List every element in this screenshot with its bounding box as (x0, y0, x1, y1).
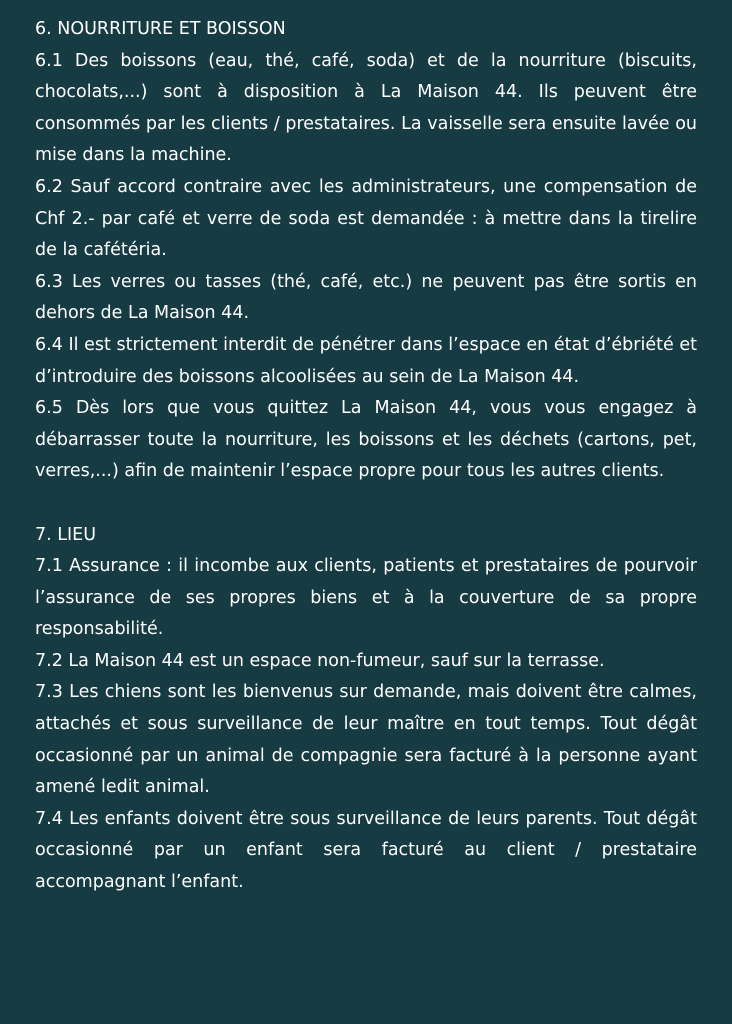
paragraph-7-2: 7.2 La Maison 44 est un espace non-fumeur, sauf sur la terrasse. (35, 650, 605, 671)
section-spacer (35, 488, 697, 520)
paragraph-6-4: 6.4 Il est strictement interdit de pénétrer dans l’espace en état d’ébriété et d’introduire des boissons alcoolisées au sein de La Maison 44. (35, 334, 697, 387)
paragraph-6-1: 6.1 Des boissons (eau, thé, café, soda) et de la nourriture (biscuits, chocolats,...) sont à disposition à La Maison 44. Ils peuvent être consommés par les clients / prestataires. La vaisselle sera ensuite lavée ou mise dans la machine. (35, 50, 697, 166)
paragraph-6-5: 6.5 Dès lors que vous quittez La Maison 44, vous vous engagez à débarrasser toute la nourriture, les boissons et les déchets (cartons, pet, verres,...) afin de maintenir l’espace propre pour tous les autres clients. (35, 398, 697, 482)
section-title: 7. LIEU (35, 524, 97, 545)
paragraph-7-3: 7.3 Les chiens sont les bienvenus sur demande, mais doivent être calmes, attachés et sous surveillance de leur maître en tout temps. Tout dégât occasionné par un animal de compagnie sera facturé à la personne ayant amené ledit animal. (35, 682, 697, 798)
paragraph-6-3: 6.3 Les verres ou tasses (thé, café, etc.) ne peuvent pas être sortis en dehors de La Maison 44. (35, 271, 697, 324)
paragraph-6-2: 6.2 Sauf accord contraire avec les administrateurs, une compensation de Chf 2.- par café et verre de soda est demandée : à mettre dans la tirelire de la cafétéria. (35, 176, 697, 261)
paragraph-7-4: 7.4 Les enfants doivent être sous surveillance de leurs parents. Tout dégât occasionné par un enfant sera facturé au client / prestataire accompagnant l’enfant. (35, 808, 697, 893)
section-title: 6. NOURRITURE ET BOISSON (35, 19, 286, 39)
section-nourriture-boisson (35, 14, 697, 488)
section-lieu (35, 520, 697, 899)
paragraph-7-1: 7.1 Assurance : il incombe aux clients, patients et prestataires de pourvoir l’assurance de ses propres biens et à la couverture de sa propre responsabilité. (35, 556, 697, 640)
